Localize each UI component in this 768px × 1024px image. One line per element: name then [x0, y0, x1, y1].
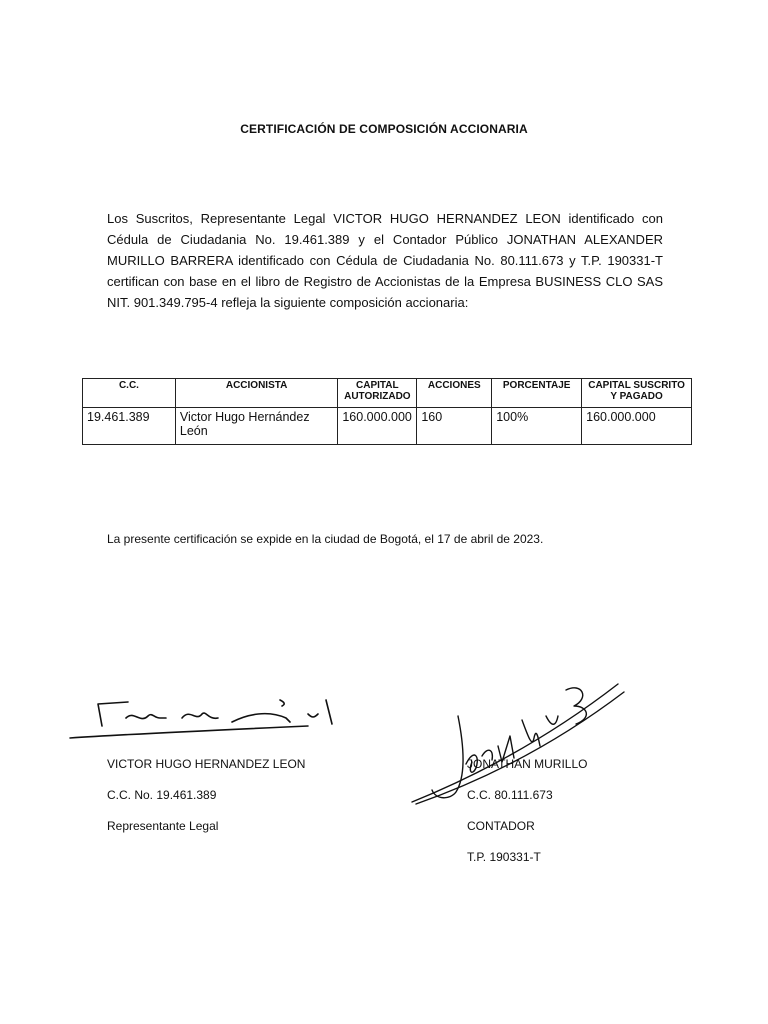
cell-porcentaje: 100%: [492, 408, 582, 445]
issue-statement: La presente certificación se expide en la ciudad de Bogotá, el 17 de abril de 2023.: [107, 532, 544, 546]
table-row: [83, 408, 692, 445]
header-cc: C.C.: [83, 379, 176, 408]
header-porcentaje: PORCENTAJE: [492, 379, 582, 408]
cell-capital-suscrito: 160.000.000: [582, 408, 692, 445]
signatory-name: JONATHAN MURILLO: [467, 757, 588, 771]
header-acciones: ACCIONES: [417, 379, 492, 408]
intro-paragraph: Los Suscritos, Representante Legal VICTOR HUGO HERNANDEZ LEON identificado con Cédula de Ciudadania No. 19.461.389 y el Contador Público JONATHAN ALEXANDER MURILLO BARRERA identificado con Cédula de Ciudadania No. 80.111.673 y T.P. 190331-T certifican con base en el libro de Registro de Accionistas de la Empresa BUSINESS CLO SAS NIT. 901.349.795-4 refleja la siguiente composición accionaria:: [107, 211, 663, 310]
header-accionista: ACCIONISTA: [175, 379, 337, 408]
header-capital-autorizado: CAPITAL AUTORIZADO: [338, 379, 417, 408]
signatory-id: C.C. No. 19.461.389: [107, 788, 217, 802]
signatory-role: Representante Legal: [107, 819, 219, 833]
cell-acciones: 160: [417, 408, 492, 445]
signature-left: [68, 688, 338, 744]
signatory-role: CONTADOR: [467, 819, 535, 833]
document-title: CERTIFICACIÓN DE COMPOSICIÓN ACCIONARIA: [240, 122, 528, 136]
signatory-tp: T.P. 190331-T: [467, 850, 541, 864]
left-signatory: [107, 757, 305, 850]
shareholding-table: [82, 378, 692, 445]
signatory-id: C.C. 80.111.673: [467, 788, 553, 802]
cell-cc: 19.461.389: [83, 408, 176, 445]
cell-accionista: Victor Hugo Hernández León: [175, 408, 337, 445]
table-header-row: [83, 379, 692, 408]
cell-capital-autorizado: 160.000.000: [338, 408, 417, 445]
right-signatory: [467, 757, 587, 881]
header-capital-suscrito: CAPITAL SUSCRITO Y PAGADO: [582, 379, 692, 408]
signatory-name: VICTOR HUGO HERNANDEZ LEON: [107, 757, 306, 771]
